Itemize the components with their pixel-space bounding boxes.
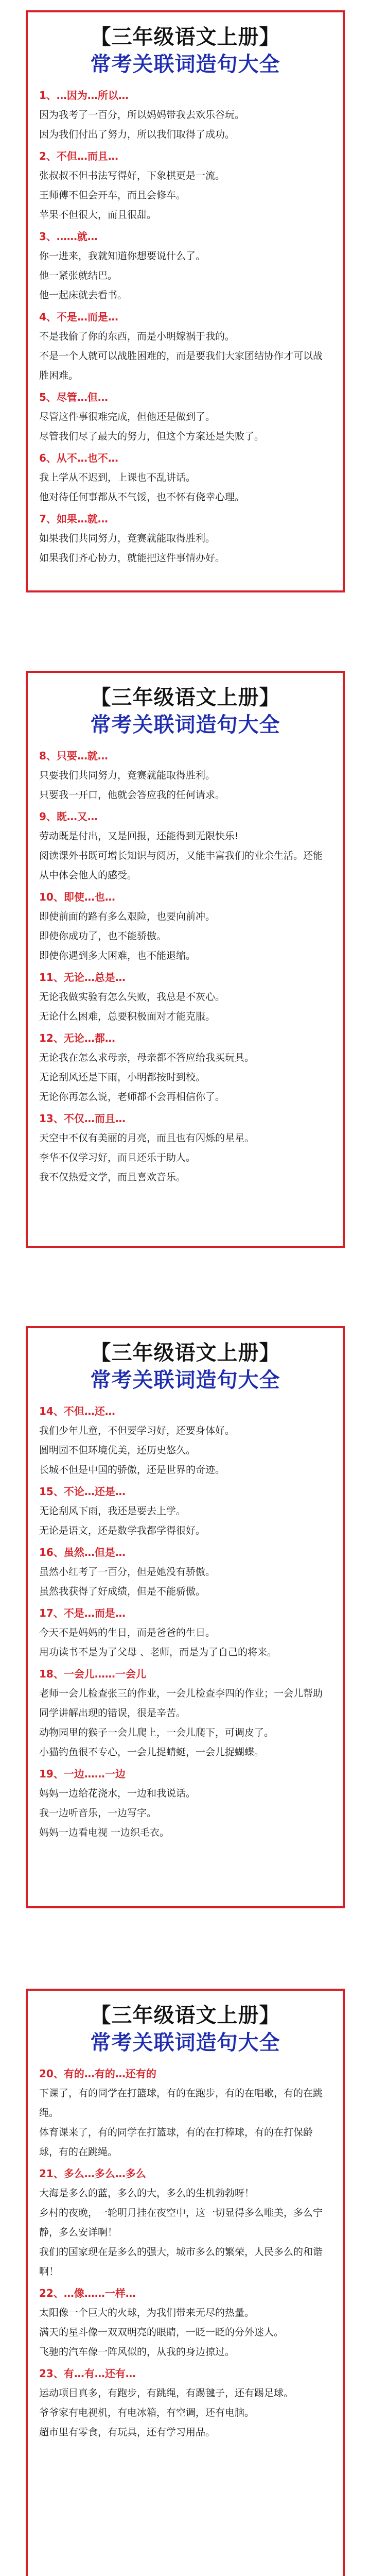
example-sentence: 无论是语文，还是数学我都学得很好。 xyxy=(39,1525,206,1536)
example-sentence: 你一进来，我就知道你想要说什么了。 xyxy=(39,250,206,262)
section-heading: 20、有的…有的…还有的 xyxy=(39,2067,156,2080)
example-sentence: 我们的国家现在是多么的强大，城市多么的繁荣，人民多么的和谐啊！ xyxy=(39,2246,323,2277)
page-header xyxy=(39,1340,331,1394)
example-sentence: 今天不是妈妈的生日，而是爸爸的生日。 xyxy=(39,1627,216,1638)
example-sentence: 妈妈一边看电视 一边织毛衣。 xyxy=(39,1827,170,1838)
section xyxy=(39,807,331,885)
example-sentence: 只要我一开口，他就会答应我的任何请求。 xyxy=(39,789,225,801)
section-heading: 6、从不…也不… xyxy=(39,452,118,464)
page-subtitle: 常考关联词造句大全 xyxy=(90,2031,280,2055)
section xyxy=(39,1109,331,1187)
section-heading: 4、不是…而是… xyxy=(39,311,118,323)
section-heading: 8、只要…就… xyxy=(39,750,108,762)
section-heading: 23、有…有…还有… xyxy=(39,2367,136,2380)
section xyxy=(39,2364,331,2442)
example-sentence: 体育课来了，有的同学在打篮球，有的在打棒球，有的在打保龄球，有的在跳绳。 xyxy=(39,2127,313,2158)
example-sentence: 尽管这件事很难完成，但他还是做到了。 xyxy=(39,411,216,422)
section-heading: 17、不是…而是… xyxy=(39,1607,126,1619)
example-sentence: 劳动既是付出，又是回报，还能得到无限快乐! xyxy=(39,831,239,842)
example-sentence: 他一紧张就结巴。 xyxy=(39,270,118,281)
example-sentence: 长城不但是中国的骄傲，还是世界的奇迹。 xyxy=(39,1464,225,1476)
example-sentence: 圆明园不但环境优美，还历史悠久。 xyxy=(39,1445,196,1456)
example-sentence: 即使你成功了，也不能骄傲。 xyxy=(39,930,167,942)
page-subtitle: 常考关联词造句大全 xyxy=(90,1368,280,1392)
example-sentence: 即使前面的路有多么艰险，也要向前冲。 xyxy=(39,911,216,922)
section-heading: 9、既…又… xyxy=(39,810,98,823)
example-sentence: 无论你再怎么说，老师都不会再相信你了。 xyxy=(39,1091,225,1103)
section-heading: 12、无论…都… xyxy=(39,1032,115,1044)
example-sentence: 我们少年儿童，不但要学习好，还要身体好。 xyxy=(39,1425,235,1436)
example-sentence: 苹果不但很大，而且很甜。 xyxy=(39,209,157,221)
section xyxy=(39,2164,331,2281)
page-subtitle: 常考关联词造句大全 xyxy=(90,713,280,737)
section-heading: 16、虽然…但是… xyxy=(39,1546,126,1558)
section-heading: 5、尽管…但… xyxy=(39,391,108,403)
example-sentence: 因为我们付出了努力，所以我们取得了成功。 xyxy=(39,129,235,140)
section-heading: 15、不论…还是… xyxy=(39,1485,126,1498)
example-sentence: 虽然小红考了一百分，但是她没有骄傲。 xyxy=(39,1566,216,1578)
example-sentence: 满天的星斗像一双双明亮的眼睛，一眨一眨的分外迷人。 xyxy=(39,2327,284,2338)
page-card-2 xyxy=(26,671,345,1248)
example-sentence: 无论刮风下雨，我还是要去上学。 xyxy=(39,1505,186,1517)
section xyxy=(39,1028,331,1107)
section xyxy=(39,968,331,1026)
section xyxy=(39,2283,331,2362)
example-sentence: 老师一会儿检查张三的作业，一会儿检查李四的作业；一会儿帮助同学讲解出现的错误，很是辛苦。 xyxy=(39,1688,323,1719)
example-sentence: 无论什么困难，总要积极面对才能克服。 xyxy=(39,1011,216,1022)
section xyxy=(39,2064,331,2162)
page-header xyxy=(39,684,331,739)
section xyxy=(39,746,331,805)
page-subtitle: 常考关联词造句大全 xyxy=(90,53,280,76)
section xyxy=(39,387,331,446)
example-sentence: 因为我考了一百分，所以妈妈带我去欢乐谷玩。 xyxy=(39,109,245,121)
example-sentence: 只要我们共同努力，竞赛就能取得胜利。 xyxy=(39,770,216,781)
example-sentence: 无论我在怎么求母亲，母亲都不答应给我买玩具。 xyxy=(39,1052,255,1063)
section xyxy=(39,227,331,305)
example-sentence: 天空中不仅有美丽的月亮，而且也有闪烁的星星。 xyxy=(39,1132,255,1144)
page-title: 【三年级语文上册】 xyxy=(90,1341,280,1365)
section-heading: 7、如果…就… xyxy=(39,513,108,525)
page-header xyxy=(39,24,331,78)
section xyxy=(39,1764,331,1842)
example-sentence: 王师傅不但会开车，而且会修车。 xyxy=(39,190,186,201)
page-card-1 xyxy=(26,10,345,592)
section-heading: 2、不但…而且… xyxy=(39,150,118,162)
example-sentence: 下课了，有的同学在打篮球，有的在跑步，有的在唱歌，有的在跳绳。 xyxy=(39,2088,323,2119)
page-header xyxy=(39,2002,331,2057)
section xyxy=(39,509,331,568)
section-heading: 21、多么…多么…多么 xyxy=(39,2167,146,2180)
section xyxy=(39,86,331,144)
section xyxy=(39,1401,331,1480)
page-title: 【三年级语文上册】 xyxy=(90,25,280,49)
example-sentence: 不是一个人就可以战胜困难的，而是要我们大家团结协作才可以战胜困难。 xyxy=(39,350,323,381)
example-sentence: 如果我们齐心协力，就能把这件事情办好。 xyxy=(39,552,225,564)
example-sentence: 太阳像一个巨大的火球，为我们带来无尽的热量。 xyxy=(39,2307,255,2318)
example-sentence: 超市里有零食，有玩具，还有学习用品。 xyxy=(39,2427,216,2438)
example-sentence: 运动项目真多，有跑步，有跳绳，有踢毽子，还有踢足球。 xyxy=(39,2387,294,2399)
section-heading: 18、一会儿……一会儿 xyxy=(39,1668,146,1680)
section-heading: 3、……就… xyxy=(39,230,98,243)
section xyxy=(39,1482,331,1540)
page-card-3 xyxy=(26,1326,345,1908)
section xyxy=(39,1603,331,1662)
page-title: 【三年级语文上册】 xyxy=(90,2004,280,2027)
example-sentence: 无论我做实验有怎么失败，我总是不灰心。 xyxy=(39,991,225,1003)
section-heading: 13、不仅…而且… xyxy=(39,1112,126,1125)
example-sentence: 阅读课外书既可增长知识与阅历，又能丰富我们的业余生活。还能从中体会他人的感受。 xyxy=(39,850,323,881)
section-heading: 14、不但…还… xyxy=(39,1405,115,1417)
section xyxy=(39,1664,331,1762)
section xyxy=(39,448,331,507)
example-sentence: 乡村的夜晚，一轮明月挂在夜空中，这一切显得多么唯美，多么宁静，多么安详啊！ xyxy=(39,2207,323,2238)
section xyxy=(39,1543,331,1601)
example-sentence: 用功读书不是为了父母 、老师，而是为了自己的将来。 xyxy=(39,1647,277,1658)
section-heading: 10、即使…也… xyxy=(39,891,115,903)
section xyxy=(39,307,331,385)
example-sentence: 小猫钓鱼很不专心，一会儿捉蜻蜓，一会儿捉蝴蝶。 xyxy=(39,1747,265,1758)
example-sentence: 如果我们共同努力，竞赛就能取得胜利。 xyxy=(39,533,216,544)
section-heading: 19、一边……一边 xyxy=(39,1768,126,1780)
example-sentence: 飞驰的汽车像一阵风似的，从我的身边掠过。 xyxy=(39,2346,235,2358)
example-sentence: 我不仅热爱文学，而且喜欢音乐。 xyxy=(39,1172,186,1183)
example-sentence: 我上学从不迟到，上课也不乱讲话。 xyxy=(39,472,196,483)
section-heading: 1、…因为…所以… xyxy=(39,89,129,101)
example-sentence: 大海是多么的蓝，多么的大，多么的生机勃勃呀！ xyxy=(39,2188,255,2199)
example-sentence: 张叔叔不但书法写得好，下象棋更是一流。 xyxy=(39,170,225,181)
section-heading: 22、…像……一样… xyxy=(39,2287,136,2299)
example-sentence: 即使你遇到多大困难，也不能退缩。 xyxy=(39,950,196,961)
example-sentence: 他一起床就去看书。 xyxy=(39,290,128,301)
section xyxy=(39,887,331,965)
example-sentence: 妈妈一边给花浇水，一边和我说话。 xyxy=(39,1788,196,1799)
example-sentence: 李华不仅学习好，而且还乐于助人。 xyxy=(39,1152,196,1163)
example-sentence: 动物园里的猴子一会儿爬上，一会儿爬下，可调皮了。 xyxy=(39,1727,274,1738)
example-sentence: 我一边听音乐，一边写字。 xyxy=(39,1807,157,1819)
section xyxy=(39,146,331,225)
example-sentence: 不是我偷了你的东西，而是小明嫁祸于我的。 xyxy=(39,331,235,342)
page-card-4 xyxy=(26,1989,345,2576)
example-sentence: 尽管我们尽了最大的努力，但这个方案还是失败了。 xyxy=(39,431,265,442)
example-sentence: 爷爷家有电视机，有电冰箱，有空调，还有电脑。 xyxy=(39,2407,255,2418)
example-sentence: 无论刮风还是下雨，小明都按时到校。 xyxy=(39,1072,206,1083)
section-heading: 11、无论…总是… xyxy=(39,971,126,984)
example-sentence: 他对待任何事都从不气馁，也不怀有侥幸心理。 xyxy=(39,492,245,503)
example-sentence: 虽然我获得了好成绩，但是不能骄傲。 xyxy=(39,1586,206,1597)
page-title: 【三年级语文上册】 xyxy=(90,686,280,709)
